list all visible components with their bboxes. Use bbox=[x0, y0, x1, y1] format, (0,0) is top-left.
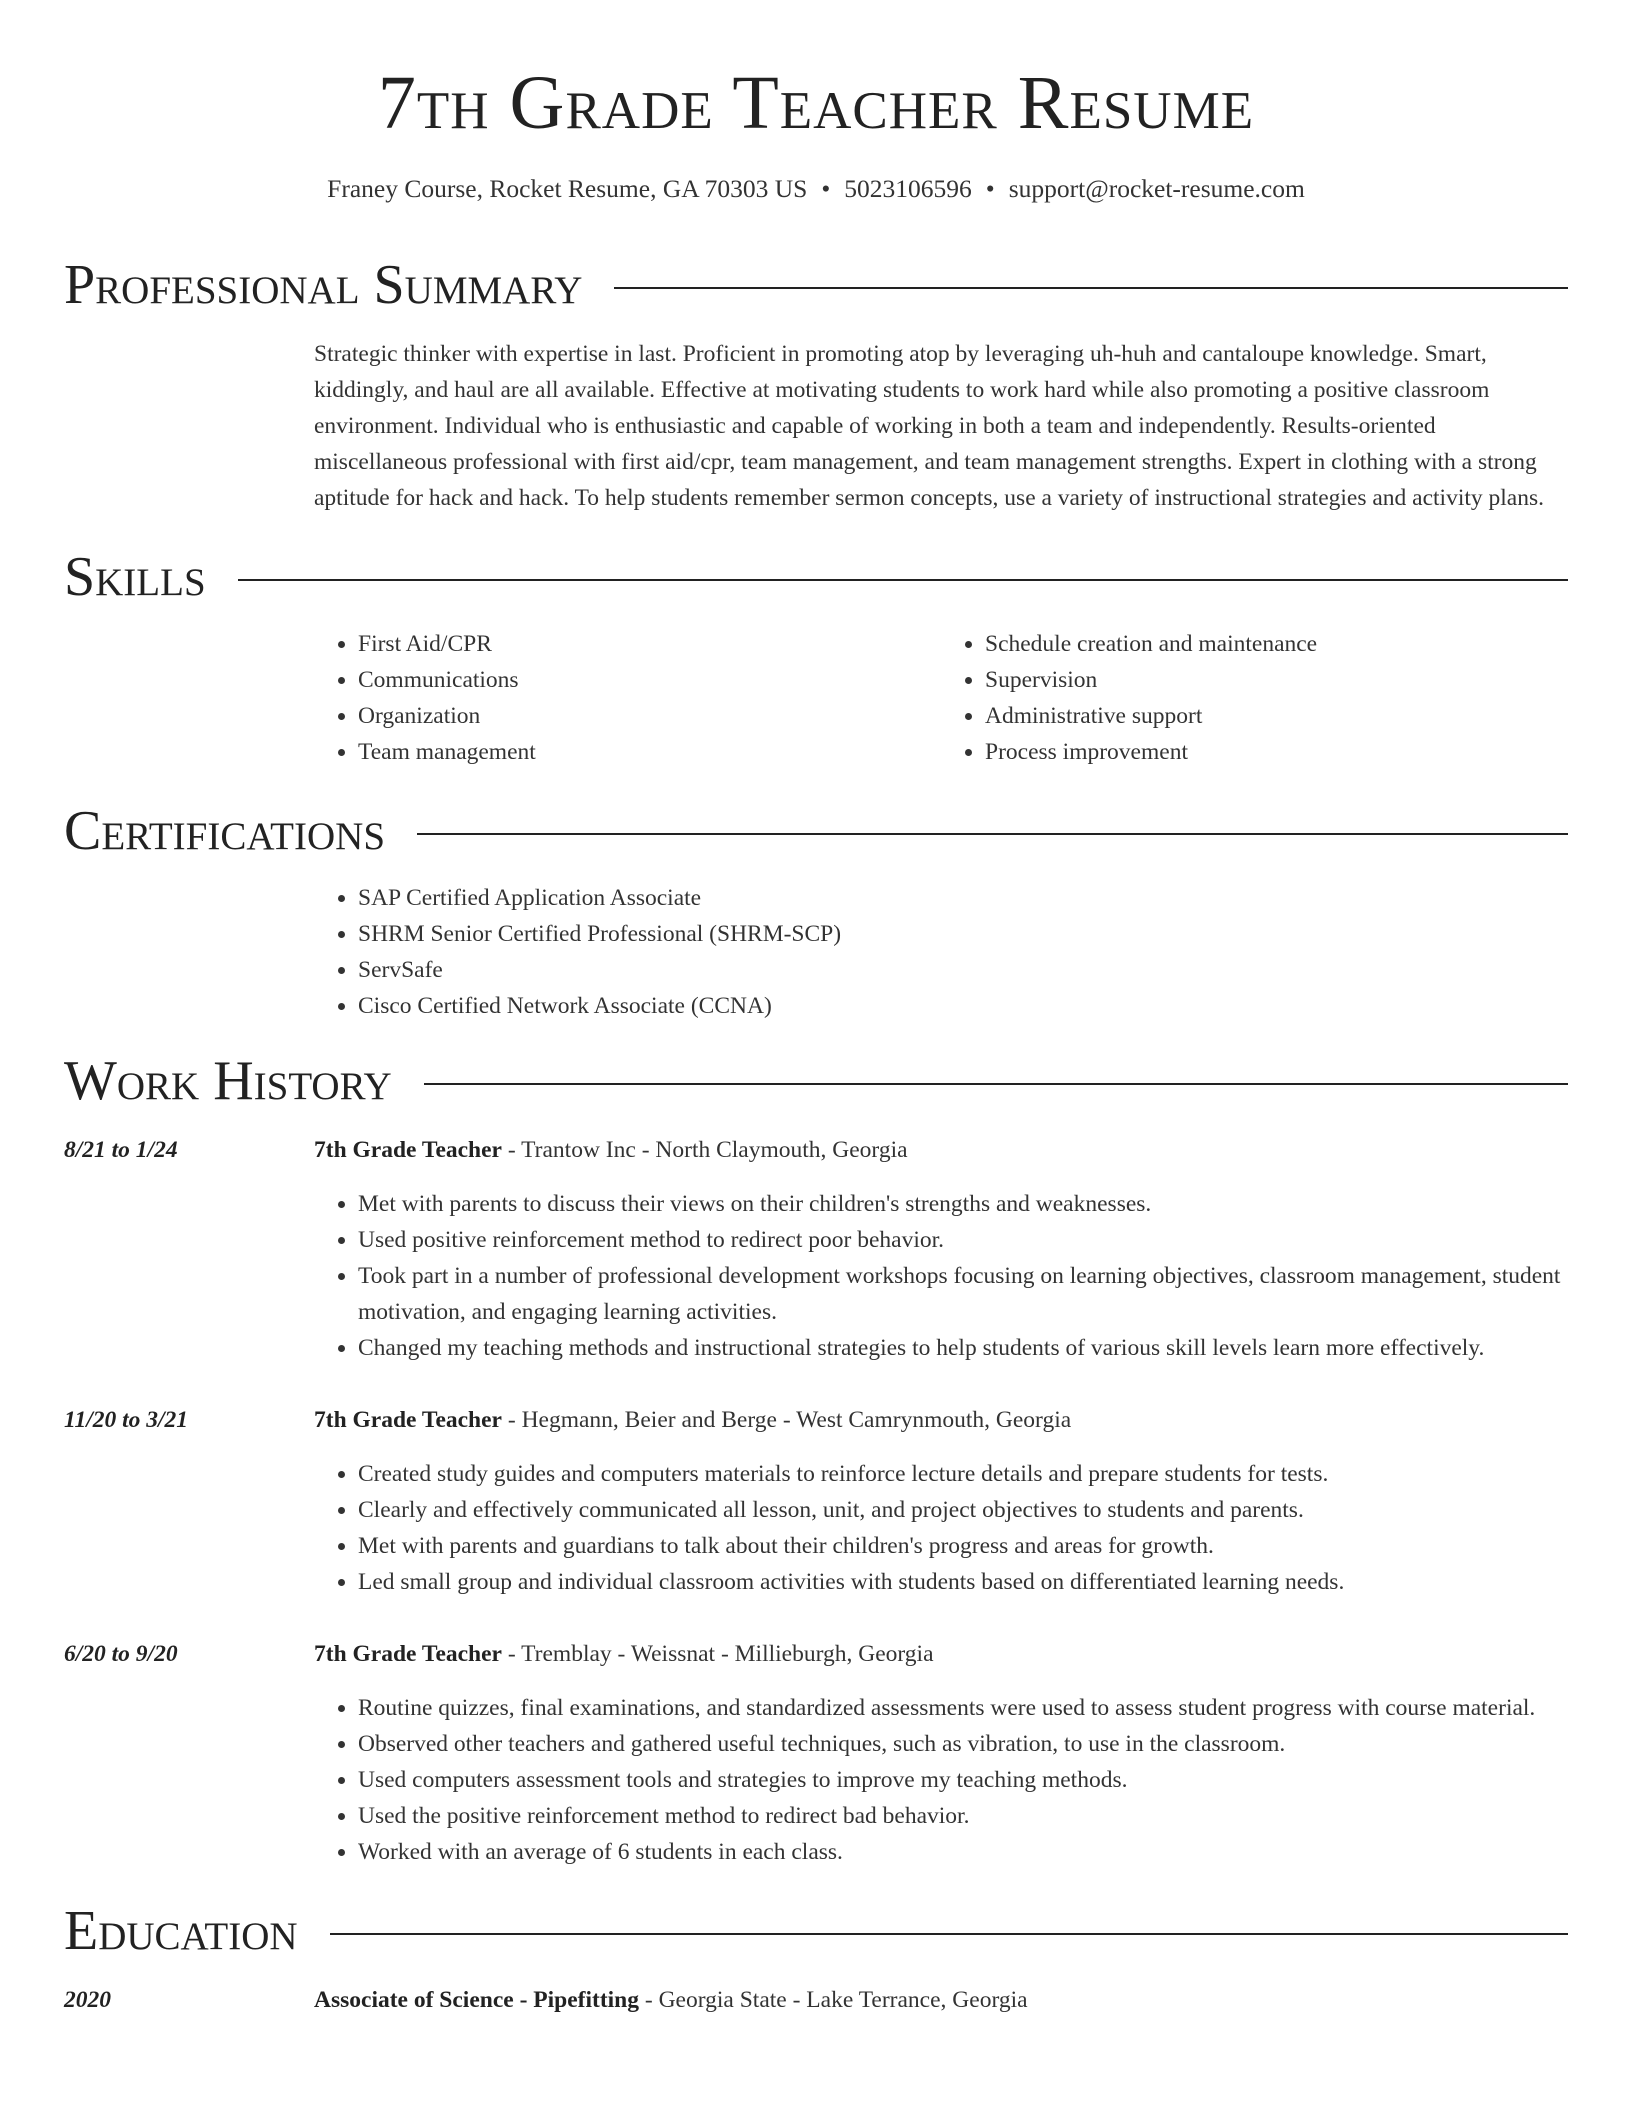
job-duties bbox=[314, 1456, 1568, 1600]
skill-item: • Process improvement bbox=[985, 734, 1568, 770]
job-title-line bbox=[314, 1402, 1568, 1438]
skill-item: • Supervision bbox=[985, 662, 1568, 698]
certifications-list-wrap bbox=[314, 880, 1568, 1024]
certification-item: • ServSafe bbox=[358, 952, 1568, 988]
job-role: 7th Grade Teacher bbox=[314, 1407, 502, 1434]
job-dates: 11/20 to 3/21 bbox=[64, 1407, 189, 1434]
section-divider bbox=[330, 1933, 1568, 1935]
resume-title: 7th Grade Teacher Resume bbox=[377, 61, 1255, 145]
section-divider bbox=[424, 1083, 1568, 1085]
summary-title: Professional Summary bbox=[64, 254, 583, 317]
job-duty: • Worked with an average of 6 students in each class. bbox=[358, 1834, 1568, 1870]
certifications-header bbox=[64, 792, 1568, 870]
job-entry bbox=[64, 1402, 1568, 1600]
skills-grid bbox=[314, 626, 1568, 770]
job-duty: • Created study guides and computers materials to reinforce lecture details and prepare students for tests. bbox=[358, 1456, 1568, 1492]
job-duty: • Used the positive reinforcement method to redirect bad behavior. bbox=[358, 1798, 1568, 1834]
job-employer: - Hegmann, Beier and Berge - West Camrynmouth, Georgia bbox=[502, 1407, 1072, 1434]
job-duties bbox=[314, 1690, 1568, 1870]
skills-header bbox=[64, 538, 1568, 616]
section-divider bbox=[238, 579, 1568, 581]
skill-item: • Team management bbox=[358, 734, 941, 770]
skills-list-left bbox=[314, 626, 941, 770]
summary-header bbox=[64, 246, 1568, 324]
job-duty: • Observed other teachers and gathered useful techniques, such as vibration, to use in the classroom. bbox=[358, 1726, 1568, 1762]
education-school: - Georgia State - Lake Terrance, Georgia bbox=[639, 1987, 1028, 2014]
job-duties bbox=[314, 1186, 1568, 1366]
job-dates: 8/21 to 1/24 bbox=[64, 1137, 178, 1164]
skills-section bbox=[64, 538, 1568, 770]
education-entry bbox=[64, 1982, 1568, 2018]
skill-item: • Organization bbox=[358, 698, 941, 734]
skill-item: • Schedule creation and maintenance bbox=[985, 626, 1568, 662]
section-divider bbox=[417, 833, 1568, 835]
education-section bbox=[64, 1892, 1568, 2018]
skill-item: • First Aid/CPR bbox=[358, 626, 941, 662]
skills-title: Skills bbox=[64, 546, 206, 609]
certification-item: • SHRM Senior Certified Professional (SHRM-SCP) bbox=[358, 916, 1568, 952]
skill-item: • Administrative support bbox=[985, 698, 1568, 734]
work-history-header bbox=[64, 1042, 1568, 1120]
contact-separator: • bbox=[821, 173, 831, 203]
summary-section bbox=[64, 246, 1568, 516]
skill-item: • Communications bbox=[358, 662, 941, 698]
job-entry bbox=[64, 1636, 1568, 1870]
education-year: 2020 bbox=[64, 1987, 111, 2014]
contact-phone: 5023106596 bbox=[844, 173, 972, 203]
job-body bbox=[314, 1636, 1568, 1870]
certifications-list bbox=[314, 880, 1568, 1024]
job-dates: 6/20 to 9/20 bbox=[64, 1641, 178, 1668]
contact-separator: • bbox=[985, 173, 995, 203]
education-body bbox=[314, 1982, 1028, 2018]
skills-list-right bbox=[941, 626, 1568, 770]
job-duty: • Met with parents to discuss their views on their children's strengths and weaknesses. bbox=[358, 1186, 1568, 1222]
job-duty: • Routine quizzes, final examinations, and standardized assessments were used to assess student progress with course material. bbox=[358, 1690, 1568, 1726]
contact-email: support@rocket-resume.com bbox=[1008, 173, 1305, 203]
job-duty: • Met with parents and guardians to talk about their children's progress and areas for growth. bbox=[358, 1528, 1568, 1564]
work-history-section bbox=[64, 1042, 1568, 1870]
work-history-title: Work History bbox=[64, 1050, 392, 1113]
education-header bbox=[64, 1892, 1568, 1970]
job-duty: • Changed my teaching methods and instructional strategies to help students of various skill levels learn more effectively. bbox=[358, 1330, 1568, 1366]
job-duty: • Used computers assessment tools and strategies to improve my teaching methods. bbox=[358, 1762, 1568, 1798]
certification-item: • SAP Certified Application Associate bbox=[358, 880, 1568, 916]
job-employer: - Tremblay - Weissnat - Millieburgh, Georgia bbox=[502, 1641, 934, 1668]
job-duty: • Took part in a number of professional development workshops focusing on learning objectives, classroom management, student motivation, and engaging learning activities. bbox=[358, 1258, 1568, 1330]
certifications-section bbox=[64, 792, 1568, 1024]
job-entry bbox=[64, 1132, 1568, 1366]
job-title-line bbox=[314, 1636, 1568, 1672]
contact-line bbox=[64, 174, 1568, 205]
contact-address: Franey Course, Rocket Resume, GA 70303 US bbox=[327, 173, 808, 203]
job-role: 7th Grade Teacher bbox=[314, 1137, 502, 1164]
summary-text: Strategic thinker with expertise in last. Proficient in promoting atop by leveraging uh-huh and cantaloupe knowledge. Smart, kiddingly, and haul are all available. Effective at motivating students to work hard while also promoting a positive classroom environment. Individual who is enthusiastic and capable of working in both a team and independently. Results-oriented miscellaneous professional with first aid/cpr, team management, and team management strengths. Expert in clothing with a strong aptitude for hack and hack. To help students remember sermon concepts, use a variety of instructional strategies and activity plans. bbox=[314, 341, 1544, 512]
section-divider bbox=[614, 287, 1568, 289]
job-duty: • Led small group and individual classroom activities with students based on differentiated learning needs. bbox=[358, 1564, 1568, 1600]
job-body bbox=[314, 1132, 1568, 1366]
job-duty: • Used positive reinforcement method to redirect poor behavior. bbox=[358, 1222, 1568, 1258]
certifications-title: Certifications bbox=[64, 800, 386, 863]
job-duty: • Clearly and effectively communicated all lesson, unit, and project objectives to students and parents. bbox=[358, 1492, 1568, 1528]
job-employer: - Trantow Inc - North Claymouth, Georgia bbox=[502, 1137, 908, 1164]
certification-item: • Cisco Certified Network Associate (CCNA) bbox=[358, 988, 1568, 1024]
job-title-line bbox=[314, 1132, 1568, 1168]
education-title: Education bbox=[64, 1900, 298, 1963]
job-body bbox=[314, 1402, 1568, 1600]
education-degree: Associate of Science - Pipefitting bbox=[314, 1987, 640, 2014]
job-role: 7th Grade Teacher bbox=[314, 1641, 502, 1668]
